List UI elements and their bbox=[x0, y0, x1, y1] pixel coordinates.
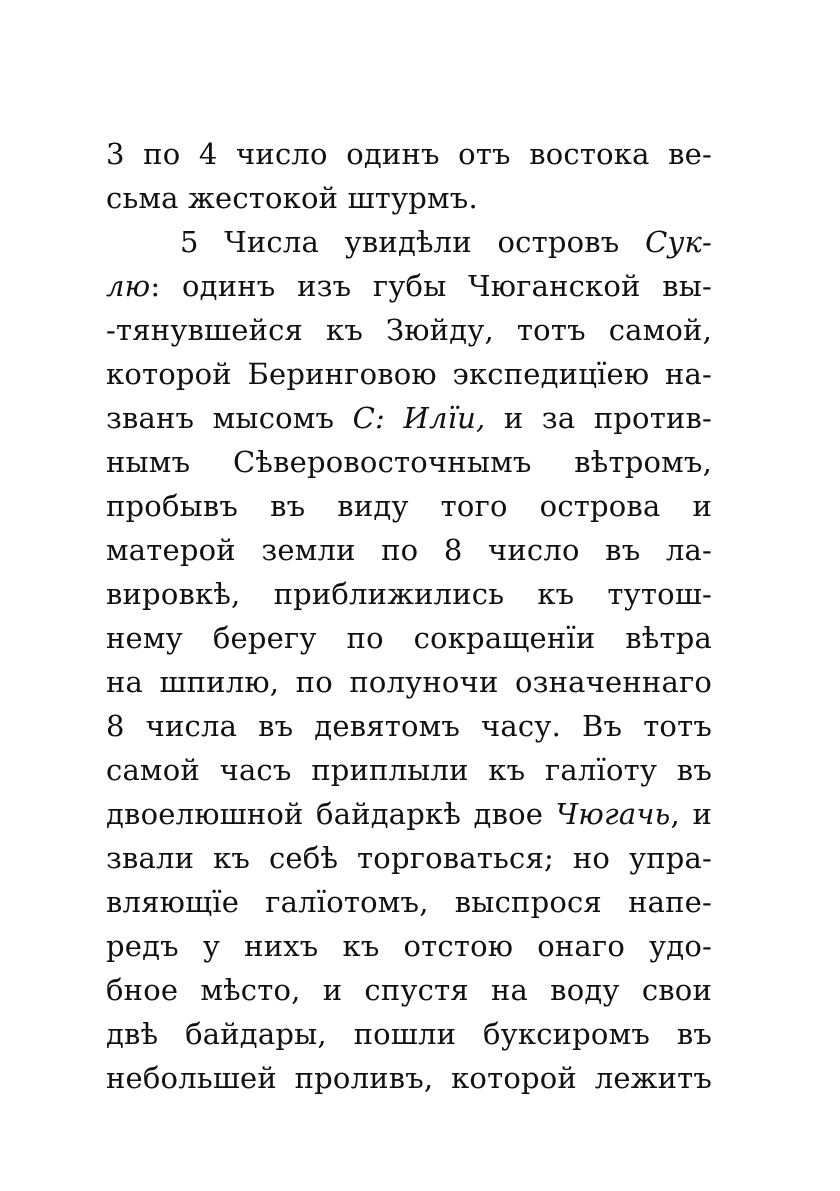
italic-text: Сук- bbox=[645, 225, 712, 259]
text-run: : одинъ изъ губы Чюганской вы- bbox=[150, 269, 712, 303]
text-line bbox=[106, 264, 712, 308]
text-run: двѣ байдары, пошли буксиромъ въ bbox=[106, 1017, 712, 1051]
text-run: звали къ себѣ торговаться; но упра- bbox=[106, 841, 712, 875]
text-run: матерой земли по 8 число въ ла- bbox=[106, 533, 712, 567]
italic-text: лю bbox=[106, 269, 151, 303]
text-line bbox=[106, 880, 712, 924]
text-line bbox=[106, 528, 712, 572]
text-line bbox=[106, 396, 712, 440]
text-run: небольшей проливъ, которой лежитъ bbox=[106, 1061, 712, 1095]
text-run: пробывъ въ виду того острова и bbox=[106, 489, 712, 523]
text-line bbox=[106, 924, 712, 968]
text-run: на шпилю, по полуночи означеннаго bbox=[106, 665, 712, 699]
text-run: 5 Числа увидѣли островъ bbox=[180, 225, 646, 259]
text-line bbox=[106, 836, 712, 880]
text-line bbox=[106, 1012, 712, 1056]
text-run: вляющїе галїотомъ, выспрося напе- bbox=[106, 885, 712, 919]
text-run: званъ мысомъ bbox=[106, 401, 353, 435]
text-line bbox=[106, 704, 712, 748]
text-run: редъ у нихъ къ отстою онаго удо- bbox=[106, 929, 712, 963]
text-line bbox=[106, 572, 712, 616]
text-line bbox=[106, 352, 712, 396]
text-run: 8 числа въ девятомъ часу. Въ тотъ bbox=[106, 709, 712, 743]
text-run: -тянувшейся къ Зюйду, тотъ самой, bbox=[106, 313, 712, 347]
text-line bbox=[106, 616, 712, 660]
text-line bbox=[106, 660, 712, 704]
text-line bbox=[106, 1056, 712, 1100]
text-line bbox=[106, 220, 712, 264]
text-run: нему берегу по сокращенїи вѣтра bbox=[106, 621, 712, 655]
text-line bbox=[106, 440, 712, 484]
text-run: самой часъ приплыли къ галїоту въ bbox=[106, 753, 712, 787]
text-line bbox=[106, 484, 712, 528]
text-run: бное мѣсто, и спустя на воду свои bbox=[106, 973, 712, 1007]
text-line bbox=[106, 308, 712, 352]
text-run: которой Беринговою экспедицїею на- bbox=[106, 357, 712, 391]
text-line bbox=[106, 132, 712, 176]
text-run: сьма жестокой штурмъ. bbox=[106, 181, 478, 215]
body-text bbox=[106, 132, 712, 1100]
text-line bbox=[106, 792, 712, 836]
text-line bbox=[106, 968, 712, 1012]
text-run: нымъ Сѣверовосточнымъ вѣтромъ, bbox=[106, 445, 712, 479]
text-run: 3 по 4 число одинъ отъ востока ве- bbox=[106, 137, 712, 171]
text-run: вировкѣ, приближились къ тутош- bbox=[106, 577, 712, 611]
text-run: , и bbox=[670, 797, 712, 831]
text-run: двоелюшной байдаркѣ двое bbox=[106, 797, 556, 831]
italic-text: Чюгачь bbox=[555, 797, 671, 831]
text-line bbox=[106, 748, 712, 792]
text-run: и за против- bbox=[485, 401, 713, 435]
text-line bbox=[106, 176, 712, 220]
italic-text: С: Илїи, bbox=[352, 401, 486, 435]
